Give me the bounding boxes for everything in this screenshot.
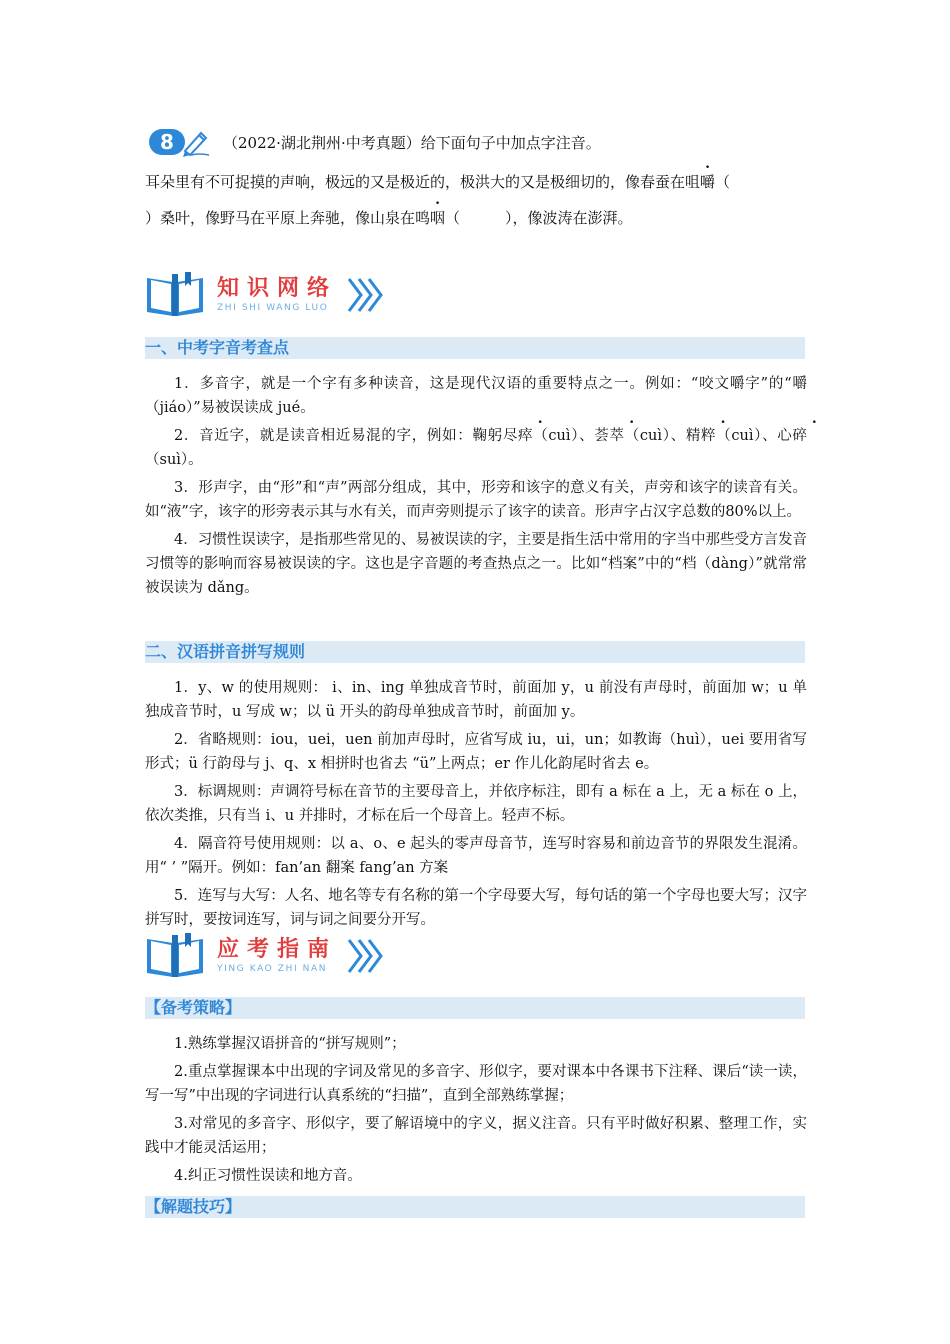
section-heading-2: 二、汉语拼音拼写规则 <box>145 641 805 663</box>
section2-p2: 2．省略规则：iou，uei，uen 前加声母时，应省写成 iu，ui，un；如教诲（huì），uei 要用省写形式；ü 行韵母与 j、q、x 相拼时也省去 “ü”上两点；er 作儿化韵尾时省去 e。 <box>145 732 807 772</box>
book-icon <box>145 933 205 979</box>
section-heading-4: 【解题技巧】 <box>145 1196 805 1218</box>
question-header <box>145 126 807 158</box>
question-badge <box>145 127 211 157</box>
band-subtitle: YING KAO ZHI NAN <box>217 964 328 974</box>
section1-body <box>145 372 807 600</box>
section3-p2: 2.重点掌握课本中出现的字词及常见的多音字、形似字，要对课本中各课书下注释、课后“读一读，写一写”中出现的字词进行认真系统的“扫描”，直到全部熟练掌握； <box>145 1064 807 1104</box>
section2-p4: 4．隔音符号使用规则：以 a、o、e 起头的零声母音节，连写时容易和前边音节的界限发生混淆。用“ ’ ”隔开。例如：fan’an 翻案 fang’an 方案 <box>145 836 807 876</box>
section1-p2: 2．音近字，就是读音相近易混的字，例如：鞠躬尽瘁（cuì）、荟萃（cuì）、精粹（cuì）、心碎（suì）。 <box>145 428 807 468</box>
question-body <box>145 166 807 234</box>
band-subtitle: ZHI SHI WANG LUO <box>217 303 329 313</box>
question-line-2: ）桑叶，像野马在平原上奔驰，像山泉在鸣咽（ ），像波涛在澎湃。 <box>145 209 633 227</box>
section3-p4: 4.纠正习惯性误读和地方音。 <box>174 1168 362 1184</box>
section3-p3: 3.对常见的多音字、形似字，要了解语境中的字义，据义注音。只有平时做好积累、整理工作，实践中才能灵活运用； <box>145 1116 807 1156</box>
section-heading-1: 一、中考字音考查点 <box>145 337 805 359</box>
pencil-icon <box>179 127 213 157</box>
section-heading-3: 【备考策略】 <box>145 997 805 1019</box>
question-source: （2022·湖北荆州·中考真题）给下面句子中加点字注音。 <box>223 133 601 152</box>
section1-p4: 4．习惯性误读字，是指那些常见的、易被误读的字，主要是指生活中常用的字当中那些受方言发音习惯等的影响而容易被误读的字。这也是字音题的考查热点之一。比如“档案”中的“档（dàng）”就常常被误读为 dǎng。 <box>145 532 807 596</box>
section2-p5: 5．连写与大写：人名、地名等专有名称的第一个字母要大写，每句话的第一个字母也要大写；汉字拼写时，要按词连写，词与词之间要分开写。 <box>145 888 807 928</box>
section2-p3: 3．标调规则：声调符号标在音节的主要母音上，并依序标注，即有 a 标在 a 上，无 a 标在 o 上，依次类推，只有当 i、u 并排时，才标在后一个母音上。轻声不标。 <box>145 784 807 824</box>
section1-p3: 3．形声字，由“形”和“声”两部分组成，其中，形旁和该字的意义有关，声旁和该字的读音有关。如“液”字，该字的形旁表示其与水有关，而声旁则提示了该字的读音。形声字占汉字总数的80%以上。 <box>145 480 807 520</box>
section2-body <box>145 676 807 932</box>
section3-p1: 1.熟练掌握汉语拼音的“拼写规则”； <box>174 1036 406 1052</box>
dotted-char: 嚼 <box>700 173 716 191</box>
section-band-knowledge <box>145 272 805 318</box>
section-band-exam-guide <box>145 933 805 979</box>
section1-p1: 1．多音字，就是一个字有多种读音，这是现代汉语的重要特点之一。例如：“咬文嚼字”的“嚼（jiáo）”易被误读成 jué。 <box>145 376 807 416</box>
chevrons-icon <box>347 277 387 313</box>
band-title: 应考指南 <box>217 937 338 962</box>
section3-body <box>145 1032 807 1188</box>
chevrons-icon <box>347 938 387 974</box>
band-title: 知识网络 <box>217 276 338 301</box>
section2-p1: 1．y、w 的使用规则： i、in、ing 单独成音节时，前面加 y，u 前没有声母时，前面加 w；u 单独成音节时，u 写成 w；以 ü 开头的韵母单独成音节时，前面加 y。 <box>145 680 807 720</box>
dotted-char: 咽 <box>430 209 446 227</box>
question-line-1: 耳朵里有不可捉摸的声响，极远的又是极近的，极洪大的又是极细切的，像春蚕在咀嚼（ <box>145 173 731 191</box>
book-icon <box>145 272 205 318</box>
question-number: 8 <box>149 129 185 155</box>
